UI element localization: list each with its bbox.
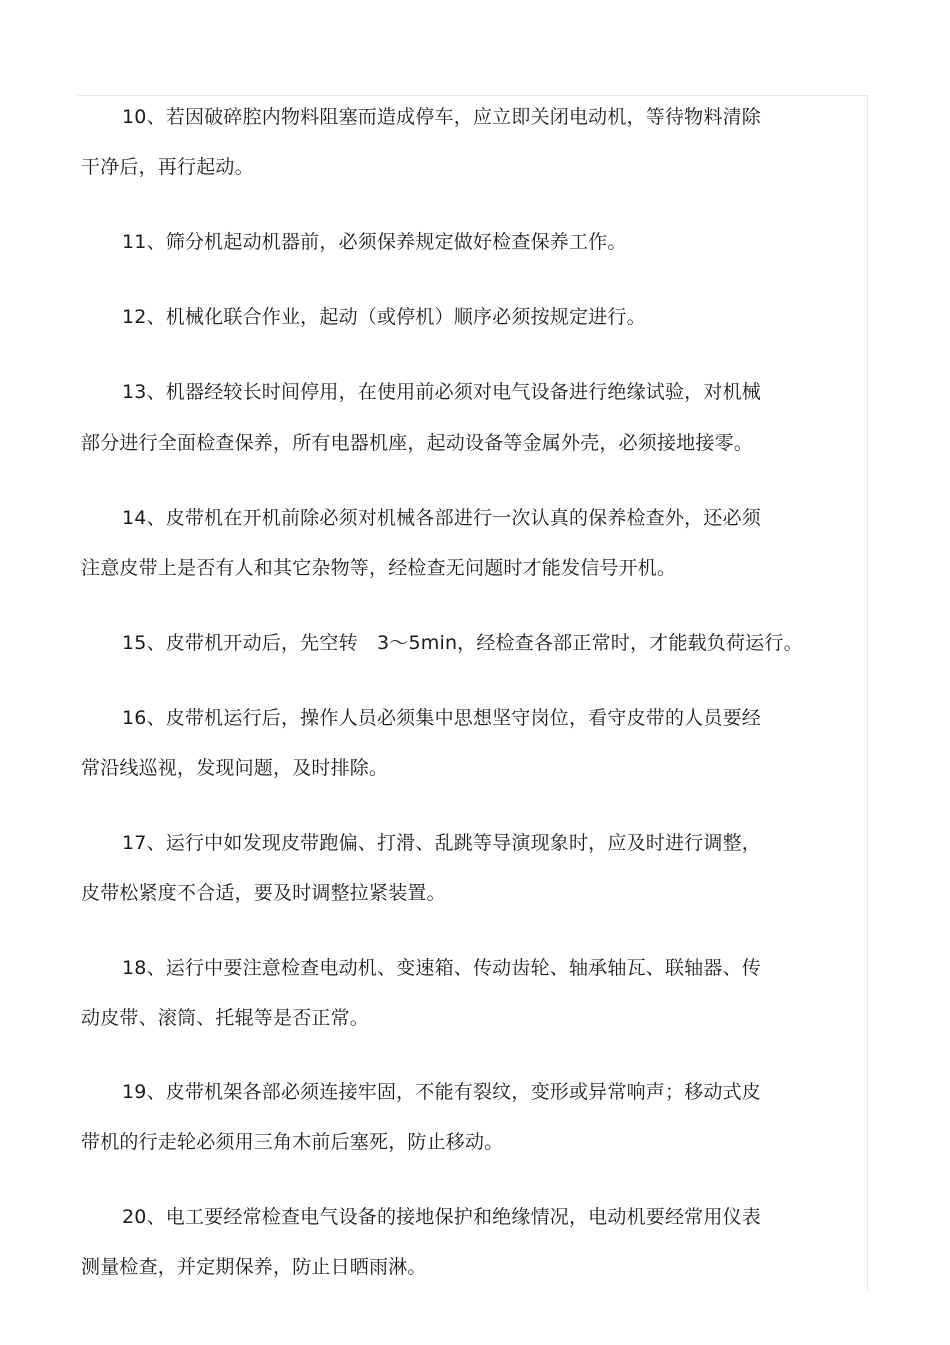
item-10-line2: 干净后，再行起动。 — [81, 156, 254, 178]
item-16-line2: 常沿线巡视，发现问题，及时排除。 — [81, 757, 389, 779]
item-17-line2: 皮带松紧度不合适，要及时调整拉紧装置。 — [81, 882, 446, 904]
item-11-line1: 11、筛分机起动机器前，必须保养规定做好检查保养工作。 — [122, 231, 627, 253]
item-18-line1: 18、运行中要注意检查电动机、变速箱、传动齿轮、轴承轴瓦、联轴器、传 — [122, 957, 761, 979]
item-13-line2: 部分进行全面检查保养，所有电器机座，起动设备等金属外壳，必须接地接零。 — [81, 432, 754, 454]
item-17-line1: 17、运行中如发现皮带跑偏、打滑、乱跳等导演现象时，应及时进行调整， — [122, 832, 761, 854]
item-10-line1: 10、若因破碎腔内物料阻塞而造成停车，应立即关闭电动机，等待物料清除 — [122, 106, 761, 128]
page-frame — [78, 95, 868, 1290]
item-19-line2: 带机的行走轮必须用三角木前后塞死，防止移动。 — [81, 1131, 504, 1153]
item-20-line2: 测量检查，并定期保养，防止日晒雨淋。 — [81, 1256, 427, 1278]
item-18-line2: 动皮带、滚筒、托辊等是否正常。 — [81, 1007, 370, 1029]
item-14-line1: 14、皮带机在开机前除必须对机械各部进行一次认真的保养检查外，还必须 — [122, 507, 761, 529]
item-20-line1: 20、电工要经常检查电气设备的接地保护和绝缘情况，电动机要经常用仪表 — [122, 1206, 761, 1228]
item-19-line1: 19、皮带机架各部必须连接牢固，不能有裂纹，变形或异常响声；移动式皮 — [122, 1081, 761, 1103]
item-16-line1: 16、皮带机运行后，操作人员必须集中思想坚守岗位，看守皮带的人员要经 — [122, 707, 761, 729]
item-12-line1: 12、机械化联合作业，起动（或停机）顺序必须按规定进行。 — [122, 306, 646, 328]
item-15-line1: 15、皮带机开动后，先空转 3～5min，经检查各部正常时，才能载负荷运行。 — [122, 632, 803, 654]
item-14-line2: 注意皮带上是否有人和其它杂物等，经检查无问题时才能发信号开机。 — [81, 557, 677, 579]
item-13-line1: 13、机器经较长时间停用，在使用前必须对电气设备进行绝缘试验，对机械 — [122, 381, 761, 403]
